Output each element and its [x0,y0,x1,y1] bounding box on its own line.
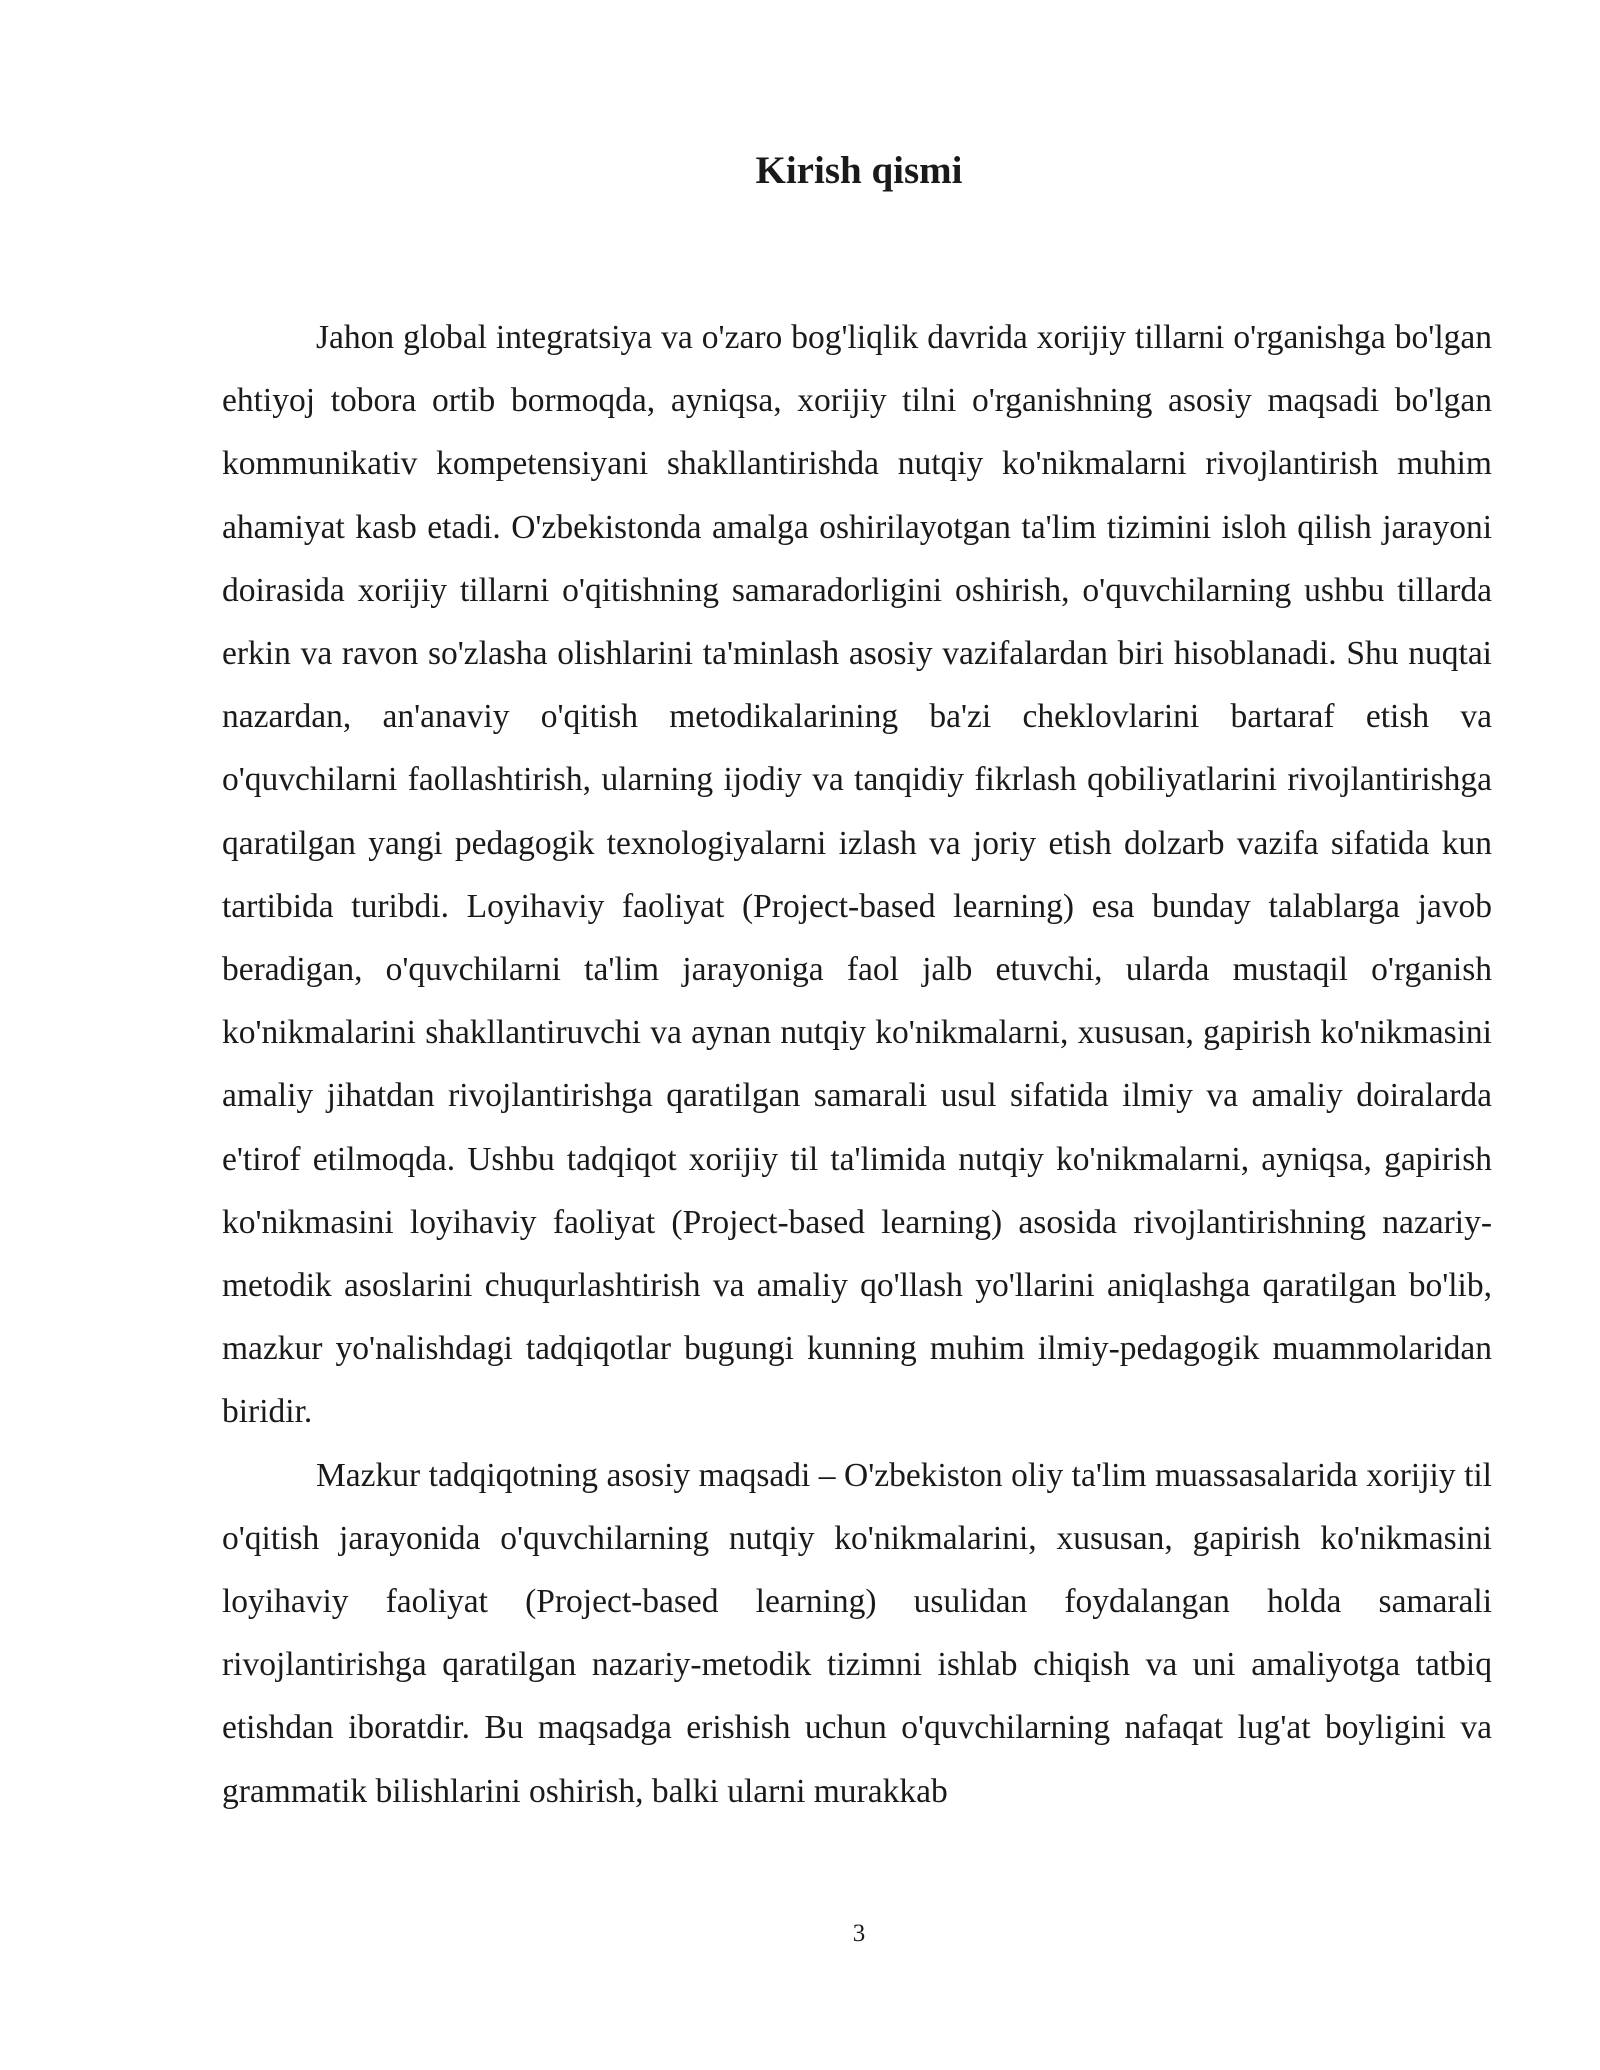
page-number: 3 [852,1920,866,1947]
paragraph-introduction: Jahon global integratsiya va o'zaro bog'liqlik davrida xorijiy tillarni o'rganishga bo'lgan ehtiyoj tobora ortib bormoqda, ayniqsa, xorijiy tilni o'rganishning asosiy maqsadi bo'lgan kommunikativ kompetensiyani shakllantirishda nutqiy ko'nikmalarni rivojlantirish muhim ahamiyat kasb etadi. O'zbekistonda amalga oshirilayotgan ta'lim tizimini isloh qilish jarayoni doirasida xorijiy tillarni o'qitishning samaradorligini oshirish, o'quvchilarning ushbu tillarda erkin va ravon so'zlasha olishlarini ta'minlash asosiy vazifalardan biri hisoblanadi. Shu nuqtai nazardan, an'anaviy o'qitish metodikalarining ba'zi cheklovlarini bartaraf etish va o'quvchilarni faollashtirish, ularning ijodiy va tanqidiy fikrlash qobiliyatlarini rivojlantirishga qaratilgan yangi pedagogik texnologiyalarni izlash va joriy etish dolzarb vazifa sifatida kun tartibida turibdi. Loyihaviy faoliyat (Project-based learning) esa bunday talablarga javob beradigan, o'quvchilarni ta'lim jarayoniga faol jalb etuvchi, ularda mustaqil o'rganish ko'nikmalarini shakllantiruvchi va aynan nutqiy ko'nikmalarni, xususan, gapirish ko'nikmasini amaliy jihatdan rivojlantirishga qaratilgan samarali usul sifatida ilmiy va amaliy doiralarda e'tirof etilmoqda. Ushbu tadqiqot xorijiy til ta'limida nutqiy ko'nikmalarni, ayniqsa, gapirish ko'nikmasini loyihaviy faoliyat (Project-based learning) asosida rivojlantirishning nazariy-metodik asoslarini chuqurlashtirish va amaliy qo'llash yo'llarini aniqlashga qaratilgan bo'lib, mazkur yo'nalishdagi tadqiqotlar bugungi kunning muhim ilmiy-pedagogik muammolaridan biridir. [222,319,1492,1431]
body-text [222,306,1492,1823]
paragraph-research-goal: Mazkur tadqiqotning asosiy maqsadi – O'zbekiston oliy ta'lim muassasalarida xorijiy til o'qitish jarayonida o'quvchilarning nutqiy ko'nikmalarini, xususan, gapirish ko'nikmasini loyihaviy faoliyat (Project-based learning) usulidan foydalangan holda samarali rivojlantirishga qaratilgan nazariy-metodik tizimni ishlab chiqish va uni amaliyotga tatbiq etishdan iboratdir. Bu maqsadga erishish uchun o'quvchilarning nafaqat lug'at boyligini va grammatik bilishlarini oshirish, balki ularni murakkab [222,1456,1492,1810]
page-title: Kirish qismi [755,149,963,192]
